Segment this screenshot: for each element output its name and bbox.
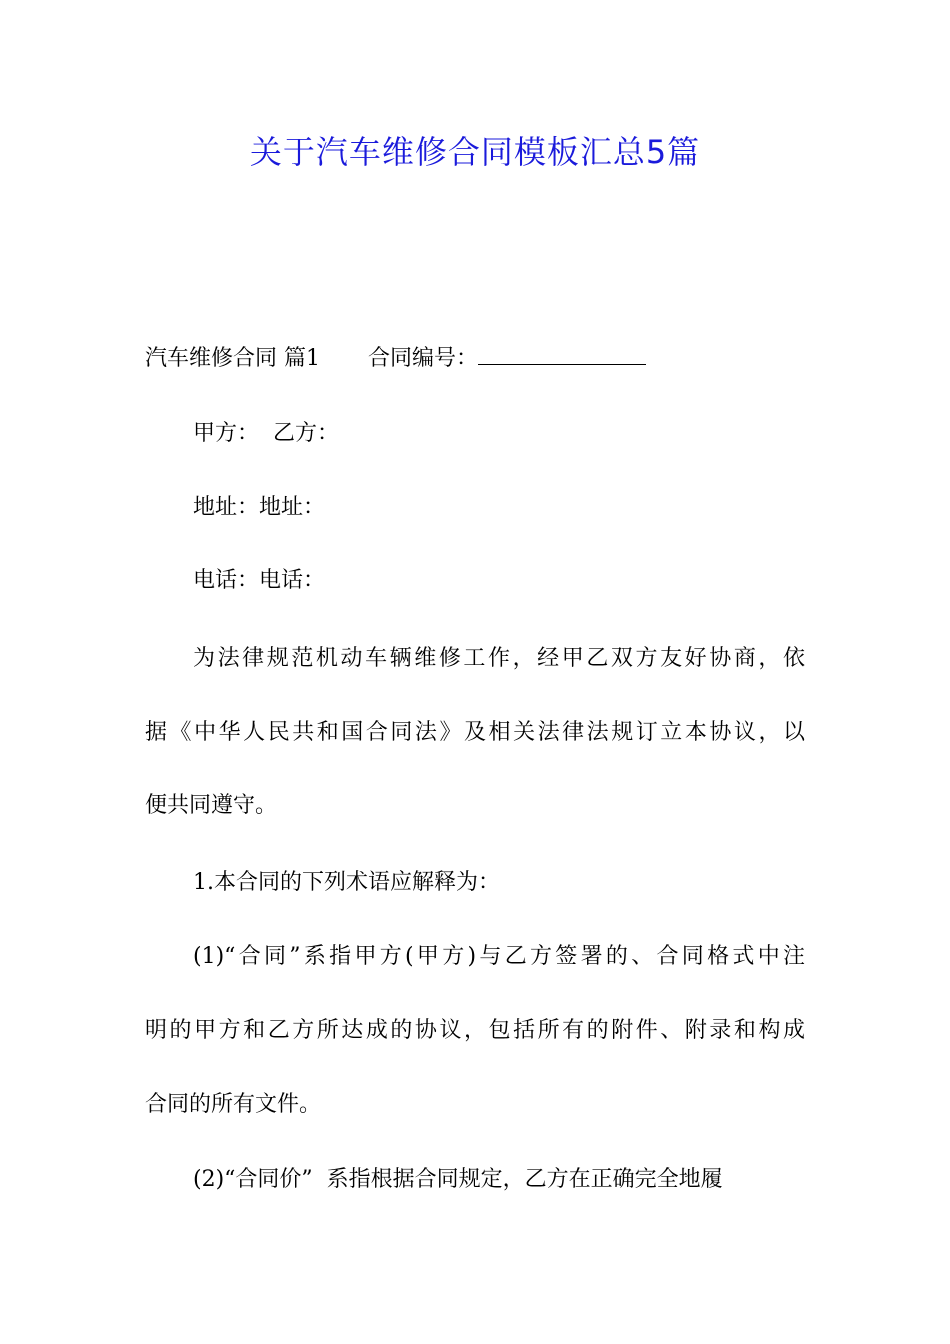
document-title: 关于汽车维修合同模板汇总5篇 (249, 133, 701, 171)
clause-1-2-term: (2)“合同价” (193, 1167, 313, 1192)
address-line: 地址：地址： (193, 495, 326, 520)
clause-1-1-line-2: 明的甲方和乙方所达成的协议，包括所有的附件、附录和构成 (145, 1018, 805, 1043)
clause-1-heading: 1.本合同的下列术语应解释为： (193, 870, 500, 895)
intro-paragraph-line-3: 便共同遵守。 (145, 793, 278, 818)
clause-1-1-line-3: 合同的所有文件。 (145, 1092, 322, 1117)
intro-paragraph-line-1: 为法律规范机动车辆维修工作，经甲乙双方友好协商，依 (193, 646, 805, 671)
clause-1-2-text: 系指根据合同规定，乙方在正确完全地履 (326, 1167, 723, 1192)
phone-line: 电话：电话： (193, 568, 326, 593)
contract-number-label: 合同编号： (368, 346, 479, 371)
contract-name: 汽车维修合同 篇1 (145, 346, 320, 371)
contract-number-blank (478, 346, 646, 365)
party-b-label: 乙方： (273, 421, 340, 446)
parties-line (193, 416, 805, 452)
contract-header-line (145, 341, 805, 377)
clause-1-2-line-1 (193, 1162, 805, 1198)
party-a-label: 甲方： (193, 421, 260, 446)
intro-paragraph-line-2: 据《中华人民共和国合同法》及相关法律法规订立本协议，以 (145, 720, 805, 745)
clause-1-1-line-1: (1)“合同”系指甲方(甲方)与乙方签署的、合同格式中注 (193, 944, 805, 969)
